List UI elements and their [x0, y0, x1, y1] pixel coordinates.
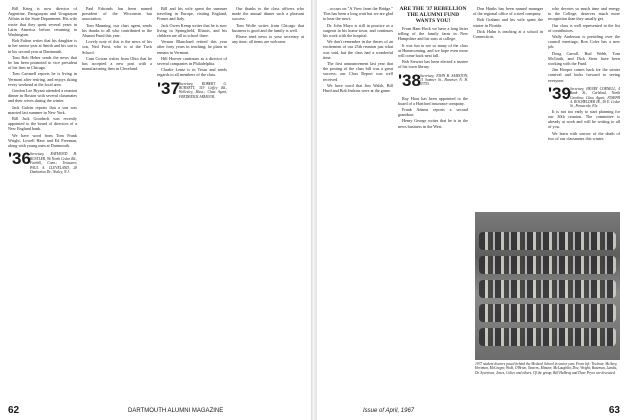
paragraph: Ray Hoar has been appointed to the board of a Hartford insurance company.: [398, 95, 468, 106]
paragraph: Gordon Lee Bryant attended a reunion dinner in Boston with several classmates and their wives during the winter.: [8, 88, 77, 104]
paragraph: Charlie Lentz is in Texas and sends regards to all members of the class.: [157, 67, 227, 78]
class-year: '38: [398, 70, 421, 90]
column-3: [473, 6, 543, 206]
paragraph: Hill Hoover continues as a director of several companies in Philadelphia.: [157, 55, 227, 67]
paragraph: We have word that Jim Walsh, Bill Hurd and Bob Jenkins were at the game.: [323, 82, 393, 94]
paragraph: Tom Wolfe writes from Chicago that business is good and the family is well.: [232, 22, 304, 33]
photo-row: [479, 304, 616, 322]
paragraph: Tom Bob Heber sends the news that he has been promoted to vice president of his firm in Chicago.: [8, 54, 77, 71]
paragraph: who devotes so much time and energy to the College, deserves much more recognition than they usually get.: [548, 6, 620, 22]
paragraph: It was fun to see so many of the class at Homecoming, and we hope even more will come back next fall.: [398, 42, 468, 59]
paragraph: We have word from Tom Frank Wright, Lowell Hase and Ed Freeman, along with young men at Dartmouth.: [8, 132, 77, 149]
paragraph: ...occurs on "A View from the Bridge." This has been a long wait but we are glad to hear the news.: [323, 6, 393, 22]
column-2: [398, 6, 468, 401]
paragraph: Doug Carroll, Bud Webb, Tom McGrath, and Dick Stern have been working with the Fund.: [548, 50, 620, 67]
paragraph: Bill and his wife spent the summer traveling in Europe, visiting England, France and Italy.: [157, 6, 227, 22]
paragraph: Don Hanks has been named manager of the regional office of a steel company.: [473, 6, 543, 17]
paragraph: Bob Fulton writes that his daughter is in her senior year at Smith and his son is in his second year at Dartmouth.: [8, 38, 77, 54]
left-page: [0, 0, 311, 420]
photo-caption: 1937 student doctors posed behind the Medical School in senior year. From left: Tischner, McAvey, Hertman, McGregor, Wolk, O'Brien, Stearns, Mintzer, McLaughlin, Doe, Wright, Bateman, Landis, Dr. Syvertsen, Jones, Colter and others. Of the group, Bill Hulberg and Dave Pryor are deceased.: [475, 362, 618, 375]
paragraph: Bob Graham and his wife spent the winter in Florida.: [473, 17, 543, 28]
issue-date: Issue of April, 1967: [363, 408, 415, 414]
page-number: 62: [8, 405, 20, 416]
class-secretary: Secretary, RAYMOND H. BUSTLER, 96 North Cedar Rd., Fairhill, Conn.; Treasurer, PAUL A. CLEVELAND, 28 Dunbarton Dr., Nutley, N.J.: [30, 152, 77, 174]
paragraph: The first announcement last year that the posting of the class bill was a great success; our Class Report was well received.: [323, 61, 393, 82]
paragraph: Vernon Blanchard retired this year after forty years in teaching; he plans to remain in Vermont.: [157, 39, 227, 55]
paragraph: From Ham Hock we have a long letter telling of the family farm in New Hampshire and his sons at college.: [398, 26, 468, 42]
paragraph: Frank Adams reports a second grandson.: [398, 107, 468, 118]
paragraph: Bob Stewart has been elected a trustee of his town library.: [398, 59, 468, 70]
paragraph: Dick Hahn is teaching at a school in Connecticut.: [473, 28, 543, 40]
column-2: [82, 6, 152, 401]
class-year: '37: [157, 78, 180, 98]
paragraph: Tom Cartmell reports he is living in Vermont after retiring, and enjoys skiing every weekend at the local area.: [8, 71, 77, 87]
page-footer: [8, 406, 304, 416]
paragraph: Wally Anderson is presiding over the council meetings; Ron Coles has a new job.: [548, 34, 620, 50]
class-group-photo: [475, 212, 620, 360]
class-section-36: [8, 150, 77, 172]
class-section-39: [548, 85, 620, 107]
paragraph: Bill Jack Goodrich was recently appointed to the board of directors of a New England bank.: [8, 116, 77, 132]
photo-row: [479, 280, 616, 298]
class-secretary: Secretary, ROBERT G. BURNETT, 319 Coffey Rd., Wellesley, Mass.; Class Agent, FREDERICK ARMOUR.: [179, 81, 227, 99]
paragraph: We don't remember in the throes of an excitement of our 25th reunion just what was said, but the class had a wonderful time.: [323, 39, 393, 60]
paragraph: Lovely note of this is the news of his son, Ned Frost, who is at the Tuck School.: [82, 39, 152, 55]
paragraph: Henry George writes that he is in the news business in the West.: [398, 118, 468, 129]
paragraph: Our thanks to the class officers who made the annual dinner such a pleasant success.: [232, 6, 304, 22]
class-secretary: Secretary, HENRY CORNELL, 4 Bank St., Carlsbad, North Carolina; Class Agent, JOSEPH A. ROCHELDER JR., 50 E. Cedar St., Pensacola, Fla.: [570, 86, 620, 109]
paragraph: Please send news to your secretary at any time; all items are welcome.: [232, 34, 304, 45]
photo-row: [479, 232, 616, 250]
photo-row: [479, 256, 616, 274]
fund-headline: ARE THE '37 REBELLION THE ALUMNI FUND WANTS YOU!: [399, 6, 467, 24]
class-section-37: [157, 80, 227, 102]
right-page: [317, 0, 628, 420]
column-1: [323, 6, 393, 401]
magazine-title: DARTMOUTH ALUMNI MAGAZINE: [128, 408, 224, 414]
class-year: '39: [548, 83, 571, 103]
class-secretary: Secretary, JOHN B. SAMSTON, 11 Sumner St., Hanover, N. H. 03755: [420, 73, 468, 87]
class-year: '36: [8, 149, 31, 169]
column-4: [232, 6, 304, 401]
paragraph: Cam Cowan writes from Ohio that he has accepted a new post with a manufacturing firm in Cleveland.: [82, 55, 152, 72]
paragraph: Jim Hooper comes back for the winter carnival and looks forward to seeing everyone.: [548, 67, 620, 83]
paragraph: Paul Edwards has been named president of the Wisconsin bar association.: [82, 6, 152, 22]
paragraph: Our class is well represented in the list of contributors.: [548, 22, 620, 33]
column-1: [8, 6, 77, 401]
paragraph: Dr. John Mayo is still in practice as a surgeon in his home town, and continues his work with the hospital.: [323, 22, 393, 39]
paragraph: Bill Krieg is now director of Argentine, Paraguayan and Uruguayan Affairs in the State Department. His wife wrote that they spent several years in Latin America before returning to Washington.: [8, 6, 77, 38]
photo-row: [479, 328, 616, 346]
paragraph: We learn with sorrow of the death of two of our classmates this winter.: [548, 130, 620, 141]
paragraph: Tom Manning, our class agent, sends his thanks to all who contributed to the Alumni Fund this year.: [82, 22, 152, 39]
class-section-38: [398, 72, 468, 94]
page-footer: [323, 406, 620, 416]
paragraph: It is not too early to start planning for our 30th reunion. The committee is already at work and will be writing to all of you.: [548, 108, 620, 130]
page-number: 63: [608, 405, 620, 416]
paragraph: Jack Owen Kemp writes that he is now living in Springfield, Illinois, and his children are all in school there.: [157, 22, 227, 39]
column-3: [157, 6, 227, 401]
paragraph: Jack Galvin reports that a son was married last summer in New York.: [8, 104, 77, 115]
